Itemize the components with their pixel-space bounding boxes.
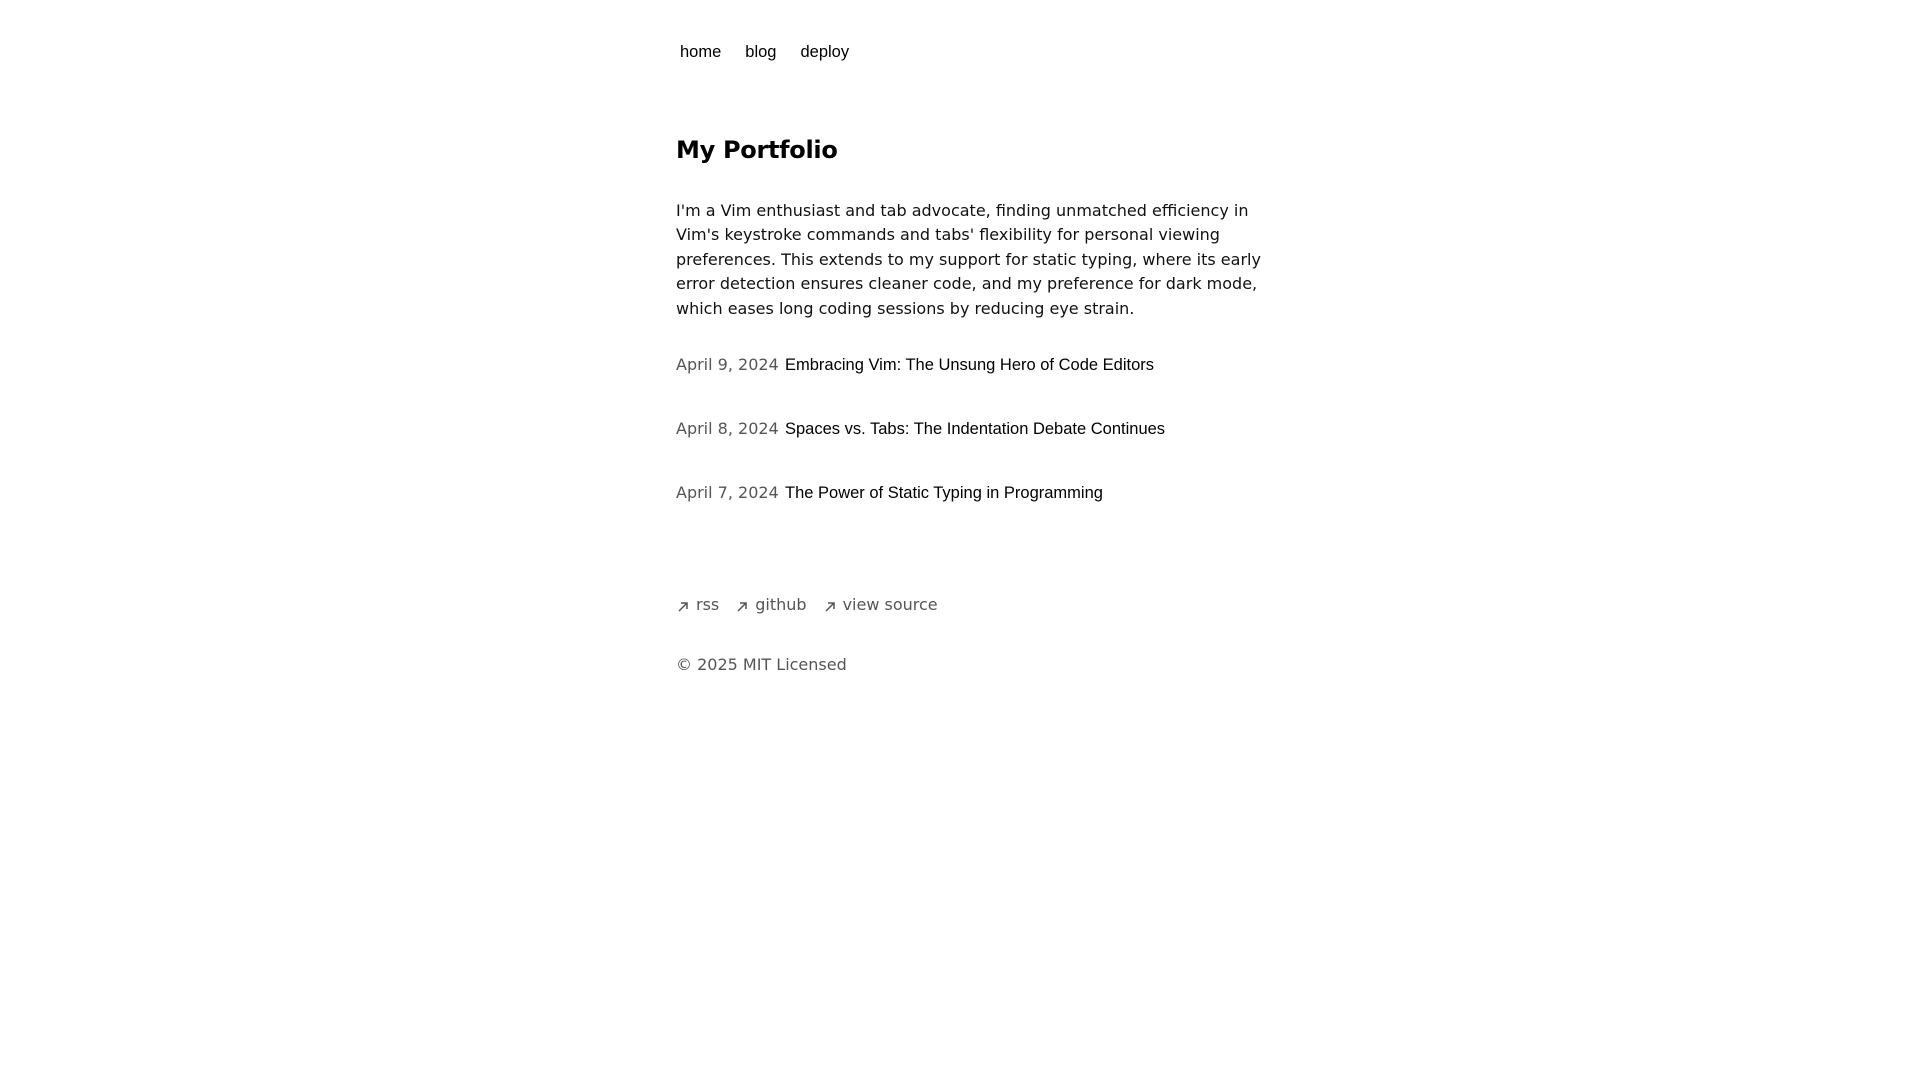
view-source-link[interactable] (823, 595, 938, 614)
page-container (676, 0, 1266, 674)
post-item (676, 417, 1266, 481)
page-title: My Portfolio (676, 136, 838, 164)
post-title-link[interactable]: Spaces vs. Tabs: The Indentation Debate Continues (785, 420, 1166, 438)
rss-link[interactable] (676, 595, 719, 614)
github-link[interactable] (735, 595, 806, 614)
post-date: April 7, 2024 (676, 483, 779, 502)
github-link-label: github (755, 595, 807, 614)
arrow-up-right-icon (676, 600, 690, 614)
nav-deploy-link[interactable]: deploy (800, 42, 850, 61)
arrow-up-right-icon (823, 600, 837, 614)
footer-links (676, 595, 954, 614)
rss-link-label: rss (696, 595, 720, 614)
post-date: April 8, 2024 (676, 419, 779, 438)
post-title-link[interactable]: The Power of Static Typing in Programming (785, 484, 1103, 502)
intro-paragraph: I'm a Vim enthusiast and tab advocate, finding unmatched efficiency in Vim's keystroke commands and tabs' flexibility for personal viewing preferences. This extends to my support for static typing, where its early error detection ensures cleaner code, and my preference for dark mode, which eases long coding sessions by reducing eye strain. (676, 201, 1261, 318)
copyright-text: © 2025 MIT Licensed (676, 655, 847, 674)
post-item (676, 481, 1266, 545)
view-source-link-label: view source (842, 595, 938, 614)
post-date: April 9, 2024 (676, 355, 779, 374)
nav-blog-link[interactable]: blog (745, 42, 777, 61)
arrow-up-right-icon (735, 600, 749, 614)
post-item (676, 353, 1266, 417)
post-title-link[interactable]: Embracing Vim: The Unsung Hero of Code Editors (785, 356, 1154, 374)
nav-home-link[interactable]: home (680, 42, 722, 61)
post-list (676, 353, 1266, 545)
top-nav (676, 40, 1266, 64)
